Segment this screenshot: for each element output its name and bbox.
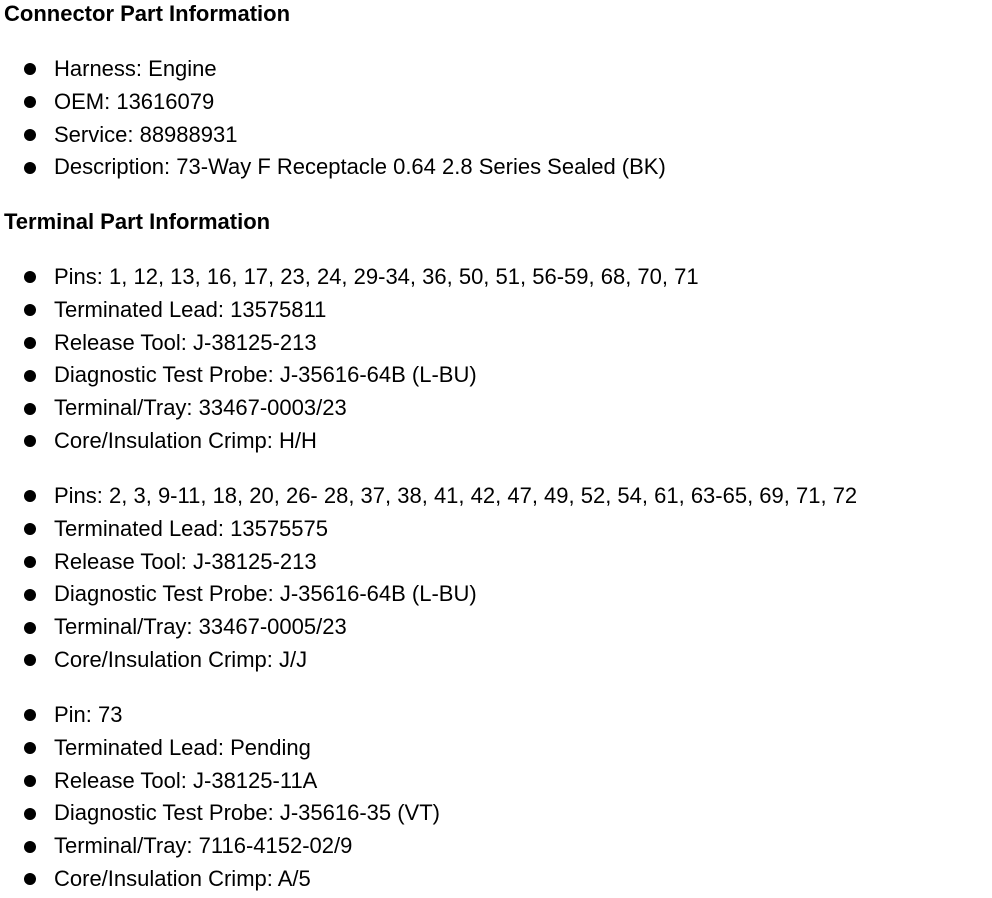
list-item [0,765,440,798]
list-item [0,151,666,184]
connector-description: Description: 73-Way F Receptacle 0.64 2.8 Series Sealed (BK) [54,154,666,180]
bullet-icon [24,654,36,666]
list-item [0,86,666,119]
terminal-terminated-lead: Terminated Lead: 13575575 [54,515,328,541]
connector-harness: Harness: Engine [54,56,217,81]
list-item [0,359,699,392]
list-item [0,611,857,644]
list-item [0,480,857,513]
bullet-icon [24,841,36,853]
terminal-group-2 [0,480,857,677]
bullet-icon [24,775,36,787]
list-item [0,261,699,294]
list-item [0,644,857,677]
terminal-release-tool: Release Tool: J-38125-213 [54,329,317,355]
bullet-icon [24,873,36,885]
terminal-pins: Pin: 73 [54,702,123,727]
list-item [0,425,699,458]
list-item [0,294,699,327]
terminal-tray: Terminal/Tray: 33467-0005/23 [54,614,347,640]
bullet-icon [24,435,36,447]
terminal-release-tool: Release Tool: J-38125-213 [54,548,317,574]
list-item [0,830,440,863]
terminal-tray: Terminal/Tray: 33467-0003/23 [54,395,347,421]
terminal-test-probe: Diagnostic Test Probe: J-35616-64B (L-BU) [54,581,477,607]
bullet-icon [24,523,36,535]
connector-info-list [0,53,666,184]
terminal-pins: Pins: 2, 3, 9-11, 18, 20, 26- 28, 37, 38, 41, 42, 47, 49, 52, 54, 61, 63-65, 69, 71, 72 [54,483,858,508]
list-item [0,578,857,611]
bullet-icon [24,589,36,601]
bullet-icon [24,63,36,75]
list-item [0,699,440,732]
terminal-group-3 [0,699,440,896]
bullet-icon [24,622,36,634]
list-item [0,327,699,360]
bullet-icon [24,709,36,721]
bullet-icon [24,271,36,283]
connector-service: Service: 88988931 [54,121,238,147]
terminal-heading: Terminal Part Information [4,209,271,234]
list-item [0,119,666,152]
bullet-icon [24,162,36,174]
terminal-terminated-lead: Terminated Lead: Pending [54,734,311,760]
bullet-icon [24,403,36,415]
terminal-tray: Terminal/Tray: 7116-4152-02/9 [54,833,353,859]
terminal-terminated-lead: Terminated Lead: 13575811 [54,296,327,322]
connector-oem: OEM: 13616079 [54,88,215,114]
bullet-icon [24,129,36,141]
list-item [0,53,666,86]
bullet-icon [24,337,36,349]
list-item [0,513,857,546]
list-item [0,863,440,896]
terminal-crimp: Core/Insulation Crimp: H/H [54,427,317,453]
terminal-test-probe: Diagnostic Test Probe: J-35616-35 (VT) [54,800,440,826]
bullet-icon [24,556,36,568]
terminal-group-1 [0,261,699,458]
list-item [0,732,440,765]
list-item [0,546,857,579]
list-item [0,797,440,830]
bullet-icon [24,490,36,502]
terminal-crimp: Core/Insulation Crimp: A/5 [54,865,311,891]
terminal-test-probe: Diagnostic Test Probe: J-35616-64B (L-BU) [54,362,477,388]
bullet-icon [24,742,36,754]
terminal-crimp: Core/Insulation Crimp: J/J [54,646,308,672]
bullet-icon [24,370,36,382]
connector-heading: Connector Part Information [4,1,291,26]
bullet-icon [24,96,36,108]
terminal-pins: Pins: 1, 12, 13, 16, 17, 23, 24, 29-34, 36, 50, 51, 56-59, 68, 70, 71 [54,264,699,289]
bullet-icon [24,304,36,316]
terminal-release-tool: Release Tool: J-38125-11A [54,767,318,793]
bullet-icon [24,808,36,820]
list-item [0,392,699,425]
